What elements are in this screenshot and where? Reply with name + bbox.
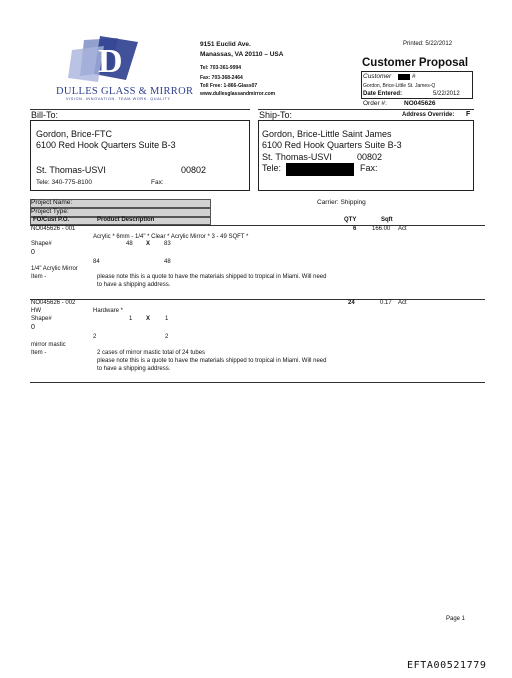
line-item-note1: please note this is a quote to have the materials shipped to tropical in Miami. Will need xyxy=(97,358,327,364)
line-item-unit: Act xyxy=(398,300,407,306)
bill-to-zip: 00802 xyxy=(181,165,207,175)
ship-to-city: St. Thomas-USVI xyxy=(262,152,332,162)
ship-to-tel: Tele: xyxy=(262,163,282,173)
line-item-name: 1/4" Acrylic Mirror xyxy=(31,266,78,272)
line-item-dim-h: 83 xyxy=(164,241,171,247)
svg-text:D: D xyxy=(98,43,123,80)
line-item-shape-value: 0 xyxy=(31,249,35,256)
bill-to-street: 6100 Red Hook Quarters Suite B-3 xyxy=(36,140,176,150)
ship-to-fax: Fax: xyxy=(360,163,378,173)
bill-to-heading: Bill-To: xyxy=(31,110,59,120)
date-entered-label: Date Entered: xyxy=(363,91,403,97)
ship-to-street: 6100 Red Hook Quarters Suite B-3 xyxy=(262,140,402,150)
header-fo-cust-po: FO/Cust P.O. xyxy=(33,217,70,223)
order-label: Order #: xyxy=(363,100,387,107)
page-number: Page 1 xyxy=(446,616,466,622)
line-item-note2: to have a shipping address. xyxy=(97,282,171,288)
line-item-label: Item - xyxy=(31,274,47,280)
address-override-label: Address Override: xyxy=(402,112,455,118)
company-name: DULLES GLASS & MIRROR xyxy=(56,86,194,97)
line-item-shape-label: Shape# xyxy=(31,241,52,247)
bill-to-heading-rule xyxy=(30,109,250,110)
address-override-value: F xyxy=(466,111,471,118)
bates-number: EFTA00521779 xyxy=(407,660,487,671)
line-item-shape-value: 0 xyxy=(31,324,35,331)
line-item-name: mirror mastic xyxy=(31,342,66,348)
project-name-label: Project Name: xyxy=(31,199,73,206)
carrier: Carrier: Shipping xyxy=(317,199,366,206)
company-address-line1: 9151 Euclid Ave. xyxy=(200,41,251,48)
row-separator xyxy=(30,299,485,300)
header-description: Product Description xyxy=(97,217,155,223)
bill-to-city: St. Thomas-USVI xyxy=(36,165,106,175)
customer-number-suffix: # xyxy=(412,73,416,80)
line-item-sqft: 0.17 xyxy=(380,300,392,306)
company-fax: Fax: 703-368-2464 xyxy=(200,75,243,81)
ship-to-zip: 00802 xyxy=(357,152,383,162)
customer-label-text: Customer xyxy=(363,73,392,80)
line-item-dim-h2: 2 xyxy=(165,334,169,340)
printed-date: Printed: 5/22/2012 xyxy=(403,41,453,47)
order-number: NO045626 xyxy=(404,100,436,107)
table-header-rule xyxy=(30,225,485,226)
table-bottom-rule xyxy=(30,382,485,383)
line-item-shape-label: Shape# xyxy=(31,316,52,322)
customer-number-redaction xyxy=(398,74,410,80)
line-item-qty: 6 xyxy=(353,226,357,232)
bill-to-tel: Tele: 340-775-8100 xyxy=(36,179,93,186)
line-item-qty: 24 xyxy=(348,300,355,306)
ship-to-tel-redaction xyxy=(286,163,354,176)
line-item-product: Acrylic * 6mm - 1/4" * Clear * Acrylic Mirror * 3 - 49 SQFT * xyxy=(93,234,249,240)
project-type-label: Project Type: xyxy=(31,208,69,215)
line-item-note0: 2 cases of mirror mastic total of 24 tubes xyxy=(97,350,206,356)
line-item-id: NO045626 - 001 xyxy=(31,226,76,232)
company-toll-free: Toll Free: 1-866-Glass07 xyxy=(200,83,258,89)
line-item-dim-w: 1 xyxy=(129,316,133,322)
line-item-code: HW xyxy=(31,308,41,314)
line-item-note2: to have a shipping address. xyxy=(97,366,171,372)
line-item-label: Item - xyxy=(31,350,47,356)
line-item-sqft: 166.00 xyxy=(372,226,391,232)
line-item-dim-w2: 2 xyxy=(93,334,97,340)
line-item-id: NO045626 - 002 xyxy=(31,300,76,306)
line-item-dim-w: 48 xyxy=(126,241,133,247)
company-tel: Tel: 703-361-9994 xyxy=(200,65,242,71)
company-logo xyxy=(56,36,194,102)
company-address-line2: Manassas, VA 20110 – USA xyxy=(200,51,284,58)
ship-to-heading: Ship-To: xyxy=(259,110,293,120)
company-tagline: VISION. INNOVATION. TEAM WORK. QUALITY xyxy=(66,97,171,101)
date-entered-value: 5/22/2012 xyxy=(433,91,460,97)
line-item-x: X xyxy=(146,241,151,247)
bill-to-fax: Fax: xyxy=(151,179,164,186)
ship-to-name: Gordon, Brice-Little Saint James xyxy=(262,129,392,139)
line-item-dim-h: 1 xyxy=(165,316,169,322)
header-sqft: Sqft xyxy=(381,217,393,223)
line-item-note1: please note this is a quote to have the materials shipped to tropical in Miami. Will need xyxy=(97,274,327,280)
line-item-x: X xyxy=(146,316,151,322)
logo-mark-icon xyxy=(60,36,178,86)
line-item-unit: Act xyxy=(398,226,407,232)
bill-to-name: Gordon, Brice-FTC xyxy=(36,129,113,139)
line-item-dim-h2: 48 xyxy=(164,259,171,265)
proposal-title: Customer Proposal xyxy=(362,57,469,69)
company-website: www.dullesglassandmirror.com xyxy=(200,91,276,97)
line-item-product: Hardware * xyxy=(93,308,124,314)
customer-label xyxy=(363,73,391,80)
header-qty: QTY xyxy=(344,217,357,223)
line-item-dim-w2: 84 xyxy=(93,259,100,265)
customer-name: Gordon, Brice-Little St. James-Q xyxy=(363,83,436,89)
